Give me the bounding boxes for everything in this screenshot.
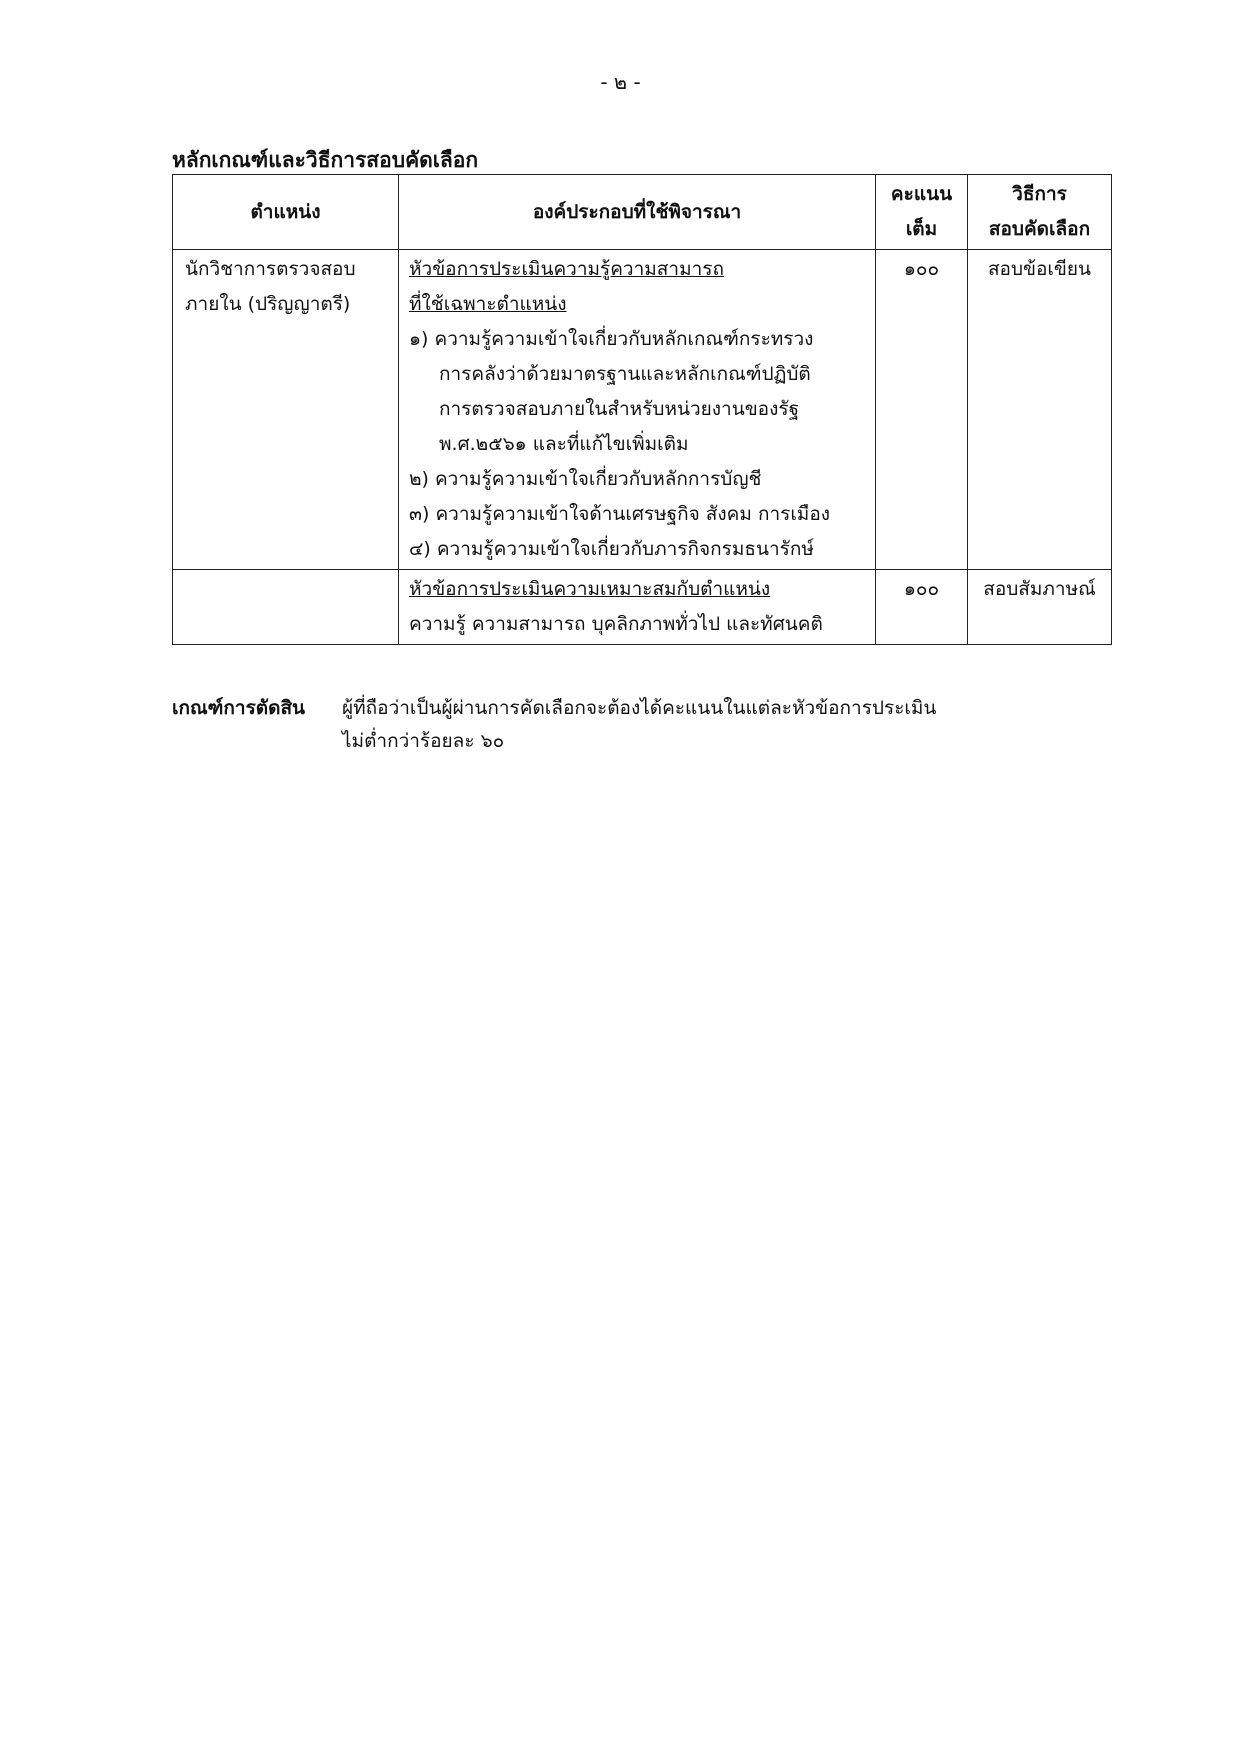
section-title: หลักเกณฑ์และวิธีการสอบคัดเลือก <box>172 148 479 172</box>
decision-line1: ผู้ที่ถือว่าเป็นผู้ผ่านการคัดเลือกจะต้องได้คะแนนในแต่ละหัวข้อการประเมิน <box>342 697 937 719</box>
table-header-row <box>173 175 1112 250</box>
header-position-label: ตำแหน่ง <box>250 200 321 223</box>
header-method-line2: สอบคัดเลือก <box>988 218 1091 240</box>
component-item-4: ๔) ความรู้ความเข้าใจเกี่ยวกับภารกิจกรมธนารักษ์ <box>409 538 814 560</box>
method-value: สอบสัมภาษณ์ <box>983 578 1096 600</box>
header-score-line2: เต็ม <box>905 218 938 240</box>
cell-position <box>173 250 399 570</box>
header-component <box>399 175 876 250</box>
assessment-heading-line1: หัวข้อการประเมินความเหมาะสมกับตำแหน่ง <box>409 578 771 600</box>
table-row <box>173 570 1112 645</box>
header-method-line1: วิธีการ <box>1012 183 1067 205</box>
component-item-2: ๒) ความรู้ความเข้าใจเกี่ยวกับหลักการบัญชี <box>409 468 762 490</box>
cell-component <box>399 250 876 570</box>
position-line1: นักวิชาการตรวจสอบ <box>185 258 356 280</box>
assessment-heading-line1: หัวข้อการประเมินความรู้ความสามารถ <box>409 258 724 280</box>
header-score <box>876 175 968 250</box>
cell-component <box>399 570 876 645</box>
decision-label: เกณฑ์การตัดสิน <box>172 697 306 719</box>
cell-method <box>968 250 1112 570</box>
page-number: - ๒ - <box>600 70 641 94</box>
decision-text <box>342 692 1132 758</box>
component-item-1-cont-2: การตรวจสอบภายในสำหรับหน่วยงานของรัฐ <box>439 398 800 420</box>
cell-position-empty <box>173 570 399 645</box>
cell-score <box>876 570 968 645</box>
component-item-1: ๑) ความรู้ความเข้าใจเกี่ยวกับหลักเกณฑ์กระทรวง <box>409 328 814 350</box>
selection-criteria-table <box>172 174 1112 645</box>
header-position <box>173 175 399 250</box>
header-score-line1: คะแนน <box>890 183 953 205</box>
component-item-1-cont-3: พ.ศ.๒๕๖๑ และที่แก้ไขเพิ่มเติม <box>439 433 689 455</box>
table-row <box>173 250 1112 570</box>
component-item-3: ๓) ความรู้ความเข้าใจด้านเศรษฐกิจ สังคม การเมือง <box>409 503 831 525</box>
cell-score <box>876 250 968 570</box>
header-component-label: องค์ประกอบที่ใช้พิจารณา <box>532 200 742 223</box>
position-line2: ภายใน (ปริญญาตรี) <box>185 293 351 315</box>
score-value: ๑๐๐ <box>903 258 940 280</box>
method-value: สอบข้อเขียน <box>987 258 1092 280</box>
score-value: ๑๐๐ <box>903 578 940 600</box>
assessment-heading-line2: ที่ใช้เฉพาะตำแหน่ง <box>409 293 567 315</box>
component-item-1-cont-1: การคลังว่าด้วยมาตรฐานและหลักเกณฑ์ปฏิบัติ <box>439 363 811 385</box>
decision-line2: ไม่ต่ำกว่าร้อยละ ๖๐ <box>342 730 505 752</box>
assessment-description: ความรู้ ความสามารถ บุคลิกภาพทั่วไป และทัศนคติ <box>409 613 823 635</box>
header-method <box>968 175 1112 250</box>
cell-method <box>968 570 1112 645</box>
